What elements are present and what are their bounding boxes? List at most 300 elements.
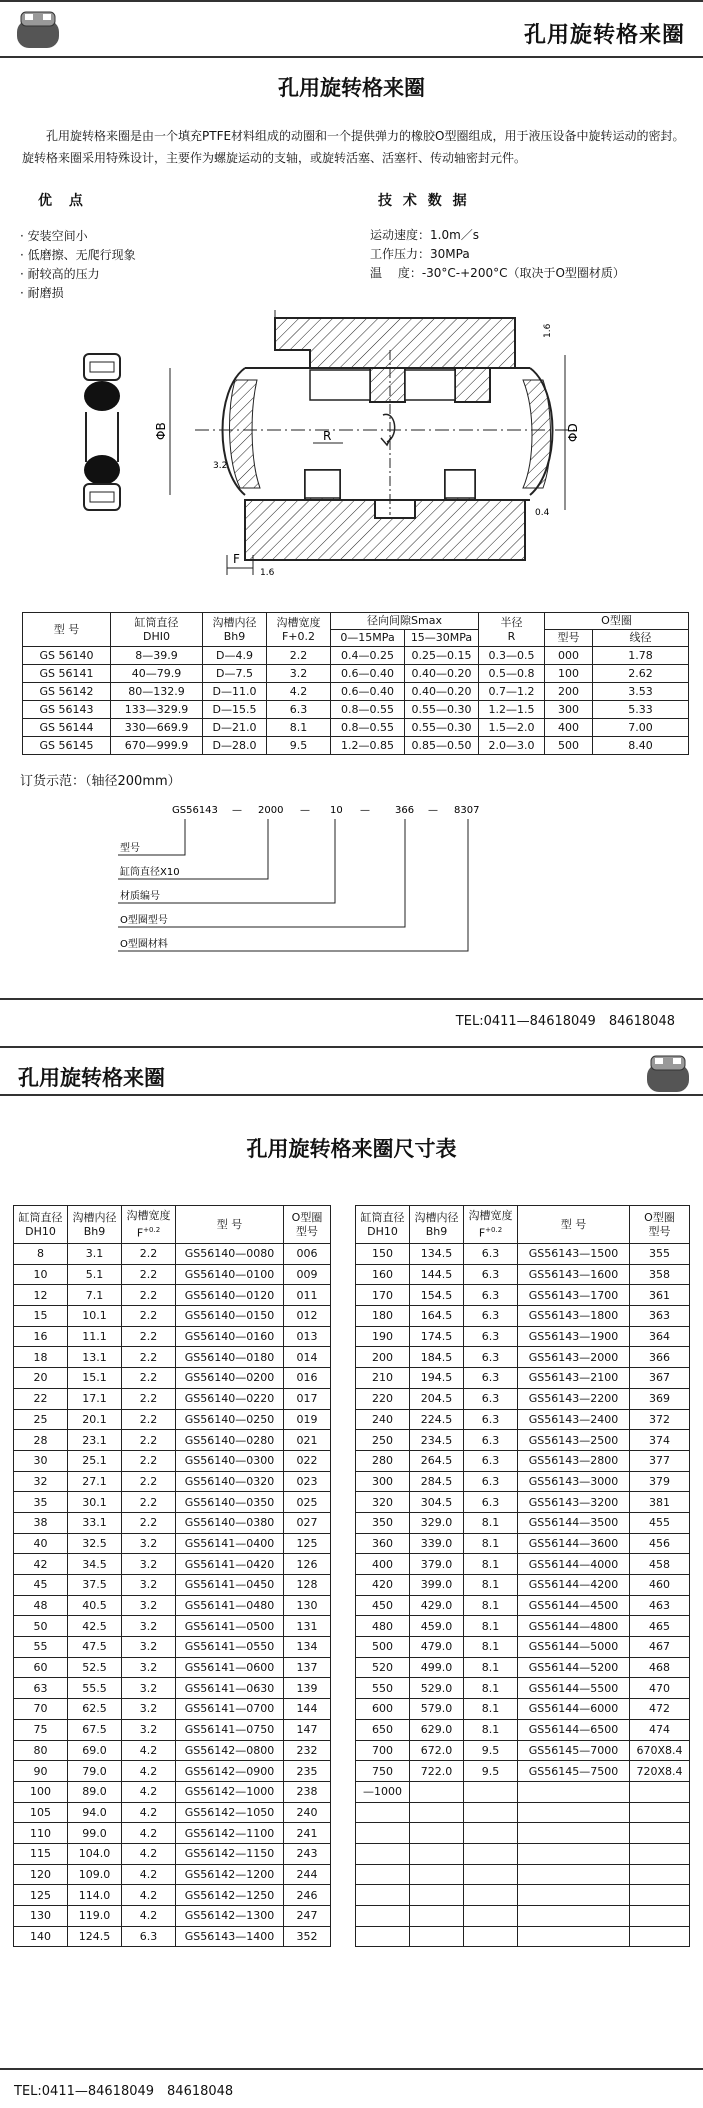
table-cell: GS 56145 [23,737,111,755]
phi-b-label: ΦB [154,422,168,440]
table-cell: 366 [630,1347,690,1368]
installation-drawing [154,310,585,589]
table-cell: 224.5 [410,1409,464,1430]
table-cell: 250 [356,1430,410,1451]
table-cell: 240 [356,1409,410,1430]
table-row [14,1885,331,1906]
table-cell [410,1885,464,1906]
table-cell: 320 [356,1492,410,1513]
table-cell: 130 [284,1595,331,1616]
table-cell: 379.0 [410,1554,464,1575]
order-dash: — [360,805,370,816]
table-cell: 20 [14,1368,68,1389]
table-cell: 33.1 [68,1512,122,1533]
table-cell: GS56142—1100 [176,1823,284,1844]
table-cell [410,1823,464,1844]
table-cell [464,1926,518,1947]
table-cell: GS56142—0900 [176,1761,284,1782]
order-diagram [0,795,703,969]
table-cell: D—15.5 [203,701,267,719]
table-cell: 0.4—0.25 [331,647,405,665]
table-cell: 650 [356,1719,410,1740]
table-cell: 124.5 [68,1926,122,1947]
table-cell: 4.2 [122,1802,176,1823]
table-cell: 3.2 [122,1637,176,1658]
table-cell: GS 56141 [23,665,111,683]
table-row [14,1347,331,1368]
table-cell: 6.3 [464,1264,518,1285]
table-cell: 104.0 [68,1843,122,1864]
table-cell: GS56141—0500 [176,1616,284,1637]
table-cell: 32.5 [68,1533,122,1554]
table-cell: GS56143—2100 [518,1368,630,1389]
order-code-oring: 366 [395,805,415,816]
table-cell: 6.3 [464,1306,518,1327]
table-cell [356,1864,410,1885]
table-cell: GS56143—2400 [518,1409,630,1430]
table-cell: 144 [284,1699,331,1720]
table-cell: 28 [14,1430,68,1451]
table-row [14,1512,331,1533]
roughness-16b-label: 1.6 [260,568,275,578]
table-cell: 027 [284,1512,331,1533]
table-cell: 2.2 [122,1244,176,1265]
table-cell: 12 [14,1285,68,1306]
table-cell: 94.0 [68,1802,122,1823]
advantages-title: 优 点 [38,193,89,209]
order-code-material: 10 [330,805,343,816]
table-cell: 69.0 [68,1740,122,1761]
table-cell: D—7.5 [203,665,267,683]
table-cell: 400 [356,1554,410,1575]
table-cell: 9.5 [464,1761,518,1782]
table-cell: 67.5 [68,1719,122,1740]
table-cell: 8 [14,1244,68,1265]
table-cell: 329.0 [410,1512,464,1533]
col-groove-w: 沟槽宽度 F+0.2 [267,613,331,647]
table-cell: GS 56143 [23,701,111,719]
table-cell [464,1781,518,1802]
table-cell: 025 [284,1492,331,1513]
table-cell: 6.3 [464,1244,518,1265]
table-cell: 110 [14,1823,68,1844]
table-cell: 3.2 [122,1719,176,1740]
table-cell: 247 [284,1906,331,1927]
table-row [356,1306,690,1327]
table-cell: 304.5 [410,1492,464,1513]
table-cell: 235 [284,1761,331,1782]
table-row [356,1512,690,1533]
table-header-row [14,1206,331,1244]
table-cell [630,1843,690,1864]
table-row [14,1575,331,1596]
table-cell: 0.6—0.40 [331,683,405,701]
size-table-right [355,1205,690,1947]
table-cell: 460 [630,1575,690,1596]
table-cell: 2.2 [122,1430,176,1451]
table-cell [464,1906,518,1927]
col-oring: O型圈 型号 [284,1206,331,1244]
table-cell: 5.1 [68,1264,122,1285]
table-cell: 170 [356,1285,410,1306]
table-cell: GS56144—5000 [518,1637,630,1658]
table-cell: 115 [14,1843,68,1864]
table-cell: 2.2 [122,1512,176,1533]
table-cell: GS56140—0220 [176,1388,284,1409]
table-cell: 2.2 [122,1388,176,1409]
table-row [14,1554,331,1575]
table-cell: 210 [356,1368,410,1389]
table-cell: 000 [545,647,593,665]
col-gap: 径向间隙Smax [331,613,479,630]
table-row [14,1719,331,1740]
col-model: 型 号 [176,1206,284,1244]
table-cell: GS56140—0150 [176,1306,284,1327]
col-groove-w: 沟槽宽度 $F^{+0.2}$ [122,1206,176,1244]
table-cell: 38 [14,1512,68,1533]
order-code-bore: 2000 [258,805,284,816]
table-row [356,1575,690,1596]
table-cell: 62.5 [68,1699,122,1720]
table-cell: 2.2 [122,1368,176,1389]
table-row [356,1657,690,1678]
table-cell: 429.0 [410,1595,464,1616]
r-label: R [323,429,332,443]
table-cell: 2.2 [122,1409,176,1430]
table-cell: 120 [14,1864,68,1885]
table-cell: 10 [14,1264,68,1285]
table-cell [410,1926,464,1947]
table-row [14,1616,331,1637]
col-groove-d: 沟槽内径 Bh9 [203,613,267,647]
table-cell: 350 [356,1512,410,1533]
table-cell: 16 [14,1326,68,1347]
table-cell: 500 [545,737,593,755]
table-row [356,1368,690,1389]
table-cell: 243 [284,1843,331,1864]
col-gap-a: 0—15MPa [331,630,405,647]
table-cell: GS56144—4800 [518,1616,630,1637]
table-cell: 2.2 [122,1306,176,1327]
table-cell: 8.1 [464,1699,518,1720]
table-cell: GS56140—0160 [176,1326,284,1347]
table-cell: 180 [356,1306,410,1327]
table-cell [630,1926,690,1947]
table-cell: 52.5 [68,1657,122,1678]
table-cell: 17.1 [68,1388,122,1409]
table-cell: 3.2 [267,665,331,683]
page2-title: 孔用旋转格来圈尺寸表 [246,1137,457,1161]
table-cell: 40—79.9 [111,665,203,683]
col-oring-model: 型号 [545,630,593,647]
table-cell: GS56144—4200 [518,1575,630,1596]
table-row [14,1864,331,1885]
col-bore: 缸筒直径 DH10 [14,1206,68,1244]
table-cell: 139 [284,1678,331,1699]
table-cell: 25 [14,1409,68,1430]
table-cell: 2.2 [122,1347,176,1368]
table-cell: 0.85—0.50 [405,737,479,755]
table-cell: 8.1 [464,1616,518,1637]
order-label-oring-material: O型圈材料 [120,939,168,950]
table-cell: 4.2 [122,1740,176,1761]
table-cell: GS56140—0380 [176,1512,284,1533]
table-cell: GS56141—0600 [176,1657,284,1678]
table-cell: GS56140—0300 [176,1450,284,1471]
table-cell: 4.2 [122,1906,176,1927]
table-row [14,1492,331,1513]
table-cell: GS56142—1250 [176,1885,284,1906]
table-cell: 37.5 [68,1575,122,1596]
table-cell: 133—329.9 [111,701,203,719]
table-cell: 234.5 [410,1430,464,1451]
table-cell: 128 [284,1575,331,1596]
table-cell: 174.5 [410,1326,464,1347]
table-cell: 40.5 [68,1595,122,1616]
table-cell: GS 56144 [23,719,111,737]
table-cell: GS56140—0120 [176,1285,284,1306]
page2-tel-text: TEL:0411—84618049 84618048 [14,2084,234,2099]
table-cell: 459.0 [410,1616,464,1637]
table-cell: GS56143—3000 [518,1471,630,1492]
col-groove-d: 沟槽内径 Bh9 [68,1206,122,1244]
table-row [356,1492,690,1513]
table-cell: 2.0—3.0 [479,737,545,755]
top-border [0,0,703,2]
tech-title: 技 术 数 据 [378,193,470,209]
table-cell: 355 [630,1244,690,1265]
table-cell: 22 [14,1388,68,1409]
table-cell: 520 [356,1657,410,1678]
table-cell: 2.2 [122,1450,176,1471]
table-cell: 016 [284,1368,331,1389]
table-cell: GS56144—5200 [518,1657,630,1678]
table-cell: 280 [356,1450,410,1471]
table-header-row [356,1206,690,1244]
table-row [14,1450,331,1471]
table-cell: 45 [14,1575,68,1596]
table-row [14,1761,331,1782]
table-cell: 30.1 [68,1492,122,1513]
table-cell: 022 [284,1450,331,1471]
table-cell [630,1885,690,1906]
table-cell: 6.3 [464,1326,518,1347]
table-row [14,1285,331,1306]
table-cell: GS56144—6500 [518,1719,630,1740]
advantage-item: · 耐较高的压力 [20,267,100,281]
table-cell: 0.40—0.20 [405,665,479,683]
table-cell: 472 [630,1699,690,1720]
table-cell: 80 [14,1740,68,1761]
table-cell [464,1802,518,1823]
table-row [356,1616,690,1637]
table-row [356,1347,690,1368]
table-cell [630,1802,690,1823]
order-label-material: 材质编号 [120,891,160,902]
seal-icon [15,8,61,52]
table-cell: 0.55—0.30 [405,701,479,719]
table-row [14,1326,331,1347]
table-cell [518,1864,630,1885]
table-cell: 011 [284,1285,331,1306]
table-cell: 499.0 [410,1657,464,1678]
table-cell: GS56142—0800 [176,1740,284,1761]
table-cell: 0.55—0.30 [405,719,479,737]
table-cell: 0.5—0.8 [479,665,545,683]
table-cell: 18 [14,1347,68,1368]
table-cell [356,1885,410,1906]
table-cell: 75 [14,1719,68,1740]
table-cell: GS56143—1500 [518,1244,630,1265]
table-cell: 4.2 [122,1761,176,1782]
table-row [23,737,689,755]
table-cell: 330—669.9 [111,719,203,737]
table-cell: 15 [14,1306,68,1327]
table-cell: 89.0 [68,1781,122,1802]
table-cell: 579.0 [410,1699,464,1720]
table-cell: 300 [356,1471,410,1492]
header-rule [0,56,703,58]
table-cell: 3.53 [593,683,689,701]
col-oring-dia: 线径 [593,630,689,647]
table-cell: 70 [14,1699,68,1720]
table-cell: 300 [545,701,593,719]
table-cell: GS56142—1300 [176,1906,284,1927]
table-cell: 529.0 [410,1678,464,1699]
table-row [356,1906,690,1927]
table-cell: 194.5 [410,1368,464,1389]
seal-section-figure [80,352,124,516]
table-cell: 6.3 [464,1492,518,1513]
table-cell: 480 [356,1616,410,1637]
table-cell: 8.1 [464,1637,518,1658]
table-cell: 79.0 [68,1761,122,1782]
table-cell: 11.1 [68,1326,122,1347]
table-cell: GS56141—0550 [176,1637,284,1658]
table-cell: 0.8—0.55 [331,701,405,719]
table-row [356,1678,690,1699]
table-cell: 3.2 [122,1595,176,1616]
table-cell [464,1843,518,1864]
col-groove-d: 沟槽内径 Bh9 [410,1206,464,1244]
table-row [356,1471,690,1492]
table-cell: 358 [630,1264,690,1285]
table-cell: 023 [284,1471,331,1492]
table-cell: 4.2 [122,1781,176,1802]
table-row [14,1699,331,1720]
table-cell [518,1802,630,1823]
table-row [23,647,689,665]
tech-speed: 运动速度：1.0m／s [370,228,480,242]
table-cell: 232 [284,1740,331,1761]
table-cell: 4.2 [122,1843,176,1864]
table-row [14,1264,331,1285]
table-cell: 9.5 [267,737,331,755]
size-table-left [13,1205,331,1947]
col-gap-b: 15—30MPa [405,630,479,647]
table-cell: 137 [284,1657,331,1678]
table-cell: 367 [630,1368,690,1389]
table-cell: 244 [284,1864,331,1885]
table-cell: 119.0 [68,1906,122,1927]
table-cell: 455 [630,1512,690,1533]
table-cell: 465 [630,1616,690,1637]
table-cell: 014 [284,1347,331,1368]
table-cell: D—21.0 [203,719,267,737]
order-label-bore: 缸筒直径X10 [120,867,180,878]
table-cell: 456 [630,1533,690,1554]
table-cell: GS56143—1800 [518,1306,630,1327]
table-cell: 629.0 [410,1719,464,1740]
table-cell: 8—39.9 [111,647,203,665]
table-row [14,1802,331,1823]
table-cell: 10.1 [68,1306,122,1327]
table-cell: 40 [14,1533,68,1554]
table-cell: GS56144—4000 [518,1554,630,1575]
table-cell: 009 [284,1264,331,1285]
table-cell: 6.3 [464,1368,518,1389]
table-cell: GS56145—7000 [518,1740,630,1761]
table-cell [410,1843,464,1864]
table-cell: 147 [284,1719,331,1740]
table-cell: 363 [630,1306,690,1327]
table-row [14,1409,331,1430]
table-cell: 7.00 [593,719,689,737]
table-cell: 360 [356,1533,410,1554]
table-cell: 32 [14,1471,68,1492]
header-title: 孔用旋转格来圈 [523,23,685,48]
table-cell: 369 [630,1388,690,1409]
table-cell: 190 [356,1326,410,1347]
col-bore: 缸筒直径 DHI0 [111,613,203,647]
col-bore: 缸筒直径 DH10 [356,1206,410,1244]
seal-profile-icon [80,352,124,512]
table-cell: 6.3 [464,1471,518,1492]
table-cell: GS 56142 [23,683,111,701]
table-cell: 3.2 [122,1678,176,1699]
table-cell: 006 [284,1244,331,1265]
table-cell: 1.2—0.85 [331,737,405,755]
table-cell: 109.0 [68,1864,122,1885]
table-row [14,1595,331,1616]
col-oring: O型圈 [545,613,689,630]
table-cell: 2.62 [593,665,689,683]
table-cell [518,1885,630,1906]
table-cell: 379 [630,1471,690,1492]
table-cell: GS56141—0420 [176,1554,284,1575]
order-title: 订货示范：（轴径200mm） [20,774,181,789]
table-cell: GS56144—3500 [518,1512,630,1533]
table-cell: 114.0 [68,1885,122,1906]
table-cell: 364 [630,1326,690,1347]
seal-icon [645,1052,691,1096]
table-cell: 3.1 [68,1244,122,1265]
table-cell: GS56140—0280 [176,1430,284,1451]
table-cell: 50 [14,1616,68,1637]
table-cell: 125 [14,1885,68,1906]
intro-text: 孔用旋转格来圈是由一个填充PTFE材料组成的动圈和一个提供弹力的橡胶O型圈组成，用于液压设备中旋转运动的密封。旋转格来圈采用特殊设计，主要作为螺旋运动的支轴，或旋转活塞、活塞杆、传动轴密封元件。 [22,129,685,165]
table-cell: 241 [284,1823,331,1844]
table-cell: 5.33 [593,701,689,719]
table-row [356,1926,690,1947]
order-label-oring: O型圈型号 [120,915,168,926]
table-cell: 9.5 [464,1740,518,1761]
table-cell [356,1843,410,1864]
table-cell: 470 [630,1678,690,1699]
table-cell: GS56143—2800 [518,1450,630,1471]
advantage-item: · 安装空间小 [20,229,88,243]
table-cell: 0.6—0.40 [331,665,405,683]
